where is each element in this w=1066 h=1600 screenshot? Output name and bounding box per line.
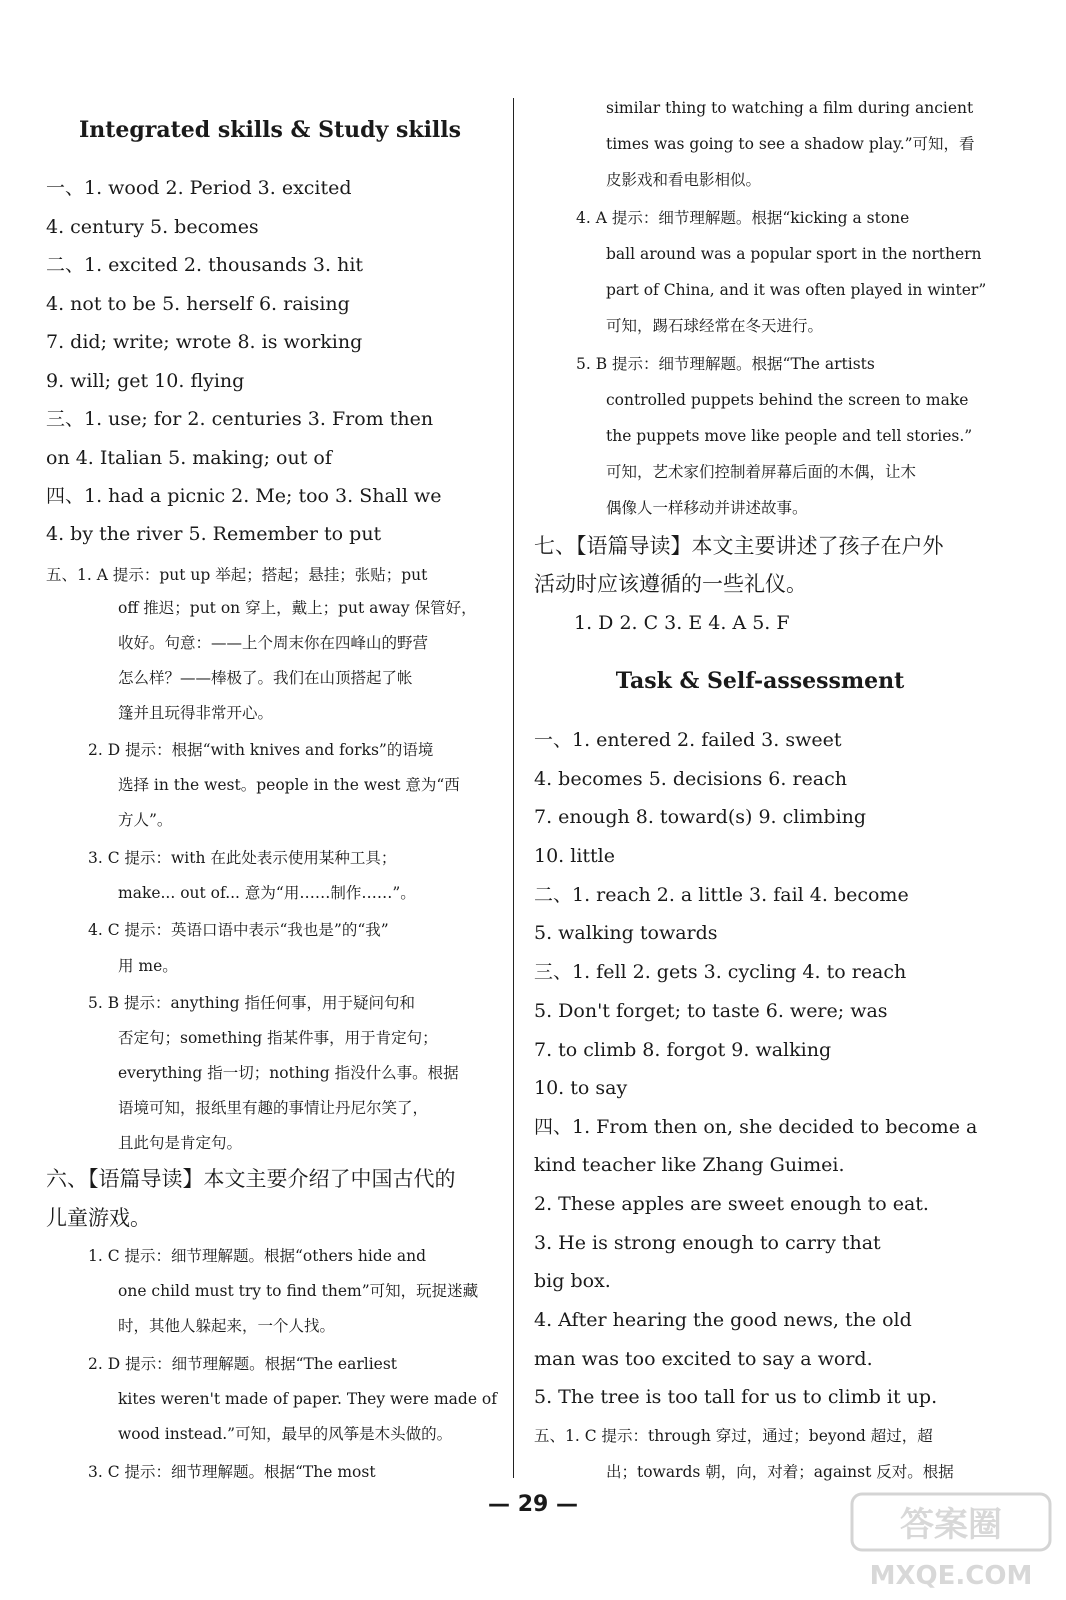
explanation-line: ball around was a popular sport in the northern — [606, 245, 982, 263]
answer-line: 10. to say — [534, 1077, 628, 1099]
answer-line: 7. to climb 8. forgot 9. walking — [534, 1039, 832, 1061]
answer-line: 3. He is strong enough to carry that — [534, 1232, 881, 1254]
explanation-line: 4. C 提示：英语口语中表示“我也是”的“我” — [88, 921, 389, 939]
explanation-line: 2. D 提示：细节理解题。根据“The earliest — [88, 1355, 398, 1373]
explanation-line: 否定句；something 指某件事，用于肯定句； — [118, 1029, 438, 1047]
svg-text:答案圈: 答案圈 — [900, 1505, 1002, 1545]
answer-line: 5. The tree is too tall for us to climb it up. — [534, 1386, 938, 1408]
answer-line: kind teacher like Zhang Guimei. — [534, 1154, 845, 1176]
answer-line: 1. D 2. C 3. E 4. A 5. F — [574, 612, 790, 634]
watermark-logo — [846, 1488, 1056, 1594]
explanation-line: 皮影戏和看电影相似。 — [606, 171, 762, 189]
answer-line: 二、1. excited 2. thousands 3. hit — [46, 254, 364, 276]
answer-line: 5. Don't forget; to taste 6. were; was — [534, 1000, 888, 1022]
explanation-line: 出；towards 朝，向，对着；against 反对。根据 — [606, 1463, 954, 1481]
explanation-line: 可知，艺术家们控制着屏幕后面的木偶，让木 — [606, 463, 917, 481]
answer-line: big box. — [534, 1270, 611, 1292]
answer-line: 4. by the river 5. Remember to put — [46, 523, 382, 545]
explanation-line: 4. A 提示：细节理解题。根据“kicking a stone — [576, 209, 910, 227]
explanation-line: wood instead.”可知，最早的风筝是木头做的。 — [118, 1425, 453, 1443]
column-divider — [513, 98, 514, 1478]
explanation-line: 5. B 提示：anything 指任何事，用于疑问句和 — [88, 994, 416, 1012]
explanation-line: part of China, and it was often played in winter” — [606, 281, 987, 299]
section-heading-task-self-assessment: Task & Self-assessment — [615, 668, 905, 694]
answer-line: 三、1. fell 2. gets 3. cycling 4. to reach — [534, 961, 907, 983]
explanation-line: 收好。句意：——上个周末你在四峰山的野营 — [118, 634, 429, 652]
explanation-line: the puppets move like people and tell stories.” — [606, 427, 973, 445]
answer-line: 一、1. wood 2. Period 3. excited — [46, 177, 352, 199]
explanation-line: times was going to see a shadow play.”可知，看 — [606, 135, 975, 153]
explanation-line: 五、1. A 提示：put up 举起；搭起；悬挂；张贴；put — [46, 566, 428, 584]
explanation-line: 用 me。 — [118, 957, 178, 975]
explanation-line: 且此句是肯定句。 — [118, 1134, 243, 1152]
explanation-line: 1. C 提示：细节理解题。根据“others hide and — [88, 1247, 427, 1265]
explanation-line: 偶像人一样移动并讲述故事。 — [606, 499, 808, 517]
explanation-line: 怎么样？——棒极了。我们在山顶搭起了帐 — [118, 669, 413, 687]
answer-line: 9. will; get 10. flying — [46, 370, 245, 392]
answer-line: 四、1. had a picnic 2. Me; too 3. Shall we — [46, 485, 442, 507]
explanation-line: similar thing to watching a film during ancient — [606, 99, 974, 117]
explanation-line: 可知，踢石球经常在冬天进行。 — [606, 317, 824, 335]
answer-line: 4. After hearing the good news, the old — [534, 1309, 912, 1331]
reading-guide-line: 儿童游戏。 — [46, 1206, 151, 1230]
answer-line: 四、1. From then on, she decided to become a — [534, 1116, 978, 1138]
explanation-line: 五、1. C 提示：through 穿过，通过；beyond 超过，超 — [534, 1427, 933, 1445]
explanation-line: 选择 in the west。people in the west 意为“西 — [118, 776, 460, 794]
explanation-line: off 推迟；put on 穿上，戴上；put away 保管好， — [118, 599, 477, 617]
answer-line: 4. becomes 5. decisions 6. reach — [534, 768, 847, 790]
answer-line: 2. These apples are sweet enough to eat. — [534, 1193, 929, 1215]
answer-line: 7. did; write; wrote 8. is working — [46, 331, 363, 353]
answer-line: 5. walking towards — [534, 922, 718, 944]
reading-guide-line: 六、【语篇导读】本文主要介绍了中国古代的 — [46, 1167, 456, 1191]
explanation-line: kites weren't made of paper. They were made of — [118, 1390, 497, 1408]
answer-line: man was too excited to say a word. — [534, 1348, 873, 1370]
answer-line: 4. century 5. becomes — [46, 216, 259, 238]
explanation-line: 2. D 提示：根据“with knives and forks”的语境 — [88, 741, 434, 759]
reading-guide-line: 活动时应该遵循的一些礼仪。 — [534, 572, 807, 596]
explanation-line: 3. C 提示：with 在此处表示使用某种工具； — [88, 849, 397, 867]
answer-line: 4. not to be 5. herself 6. raising — [46, 293, 350, 315]
answer-line: 一、1. entered 2. failed 3. sweet — [534, 729, 842, 751]
answer-line: 10. little — [534, 845, 616, 867]
explanation-line: 3. C 提示：细节理解题。根据“The most — [88, 1463, 376, 1481]
section-heading-integrated-skills: Integrated skills & Study skills — [78, 117, 462, 143]
explanation-line: 方人”。 — [118, 811, 173, 829]
answer-line: 三、1. use; for 2. centuries 3. From then — [46, 408, 434, 430]
answer-line: on 4. Italian 5. making; out of — [46, 447, 332, 469]
page-number: — 29 — — [488, 1492, 578, 1517]
explanation-line: 篷并且玩得非常开心。 — [118, 704, 274, 722]
explanation-line: 语境可知，报纸里有趣的事情让丹尼尔笑了， — [118, 1099, 429, 1117]
reading-guide-line: 七、【语篇导读】本文主要讲述了孩子在户外 — [534, 534, 944, 558]
svg-text:MXQE.COM: MXQE.COM — [869, 1561, 1033, 1591]
explanation-line: 时，其他人躲起来，一个人找。 — [118, 1317, 336, 1335]
explanation-line: one child must try to find them”可知，玩捉迷藏 — [118, 1282, 479, 1300]
explanation-line: 5. B 提示：细节理解题。根据“The artists — [576, 355, 875, 373]
explanation-line: controlled puppets behind the screen to make — [606, 391, 969, 409]
answer-line: 7. enough 8. toward(s) 9. climbing — [534, 806, 867, 828]
answer-line: 二、1. reach 2. a little 3. fail 4. become — [534, 884, 909, 906]
explanation-line: make... out of... 意为“用……制作……”。 — [118, 884, 416, 902]
explanation-line: everything 指一切；nothing 指没什么事。根据 — [118, 1064, 459, 1082]
